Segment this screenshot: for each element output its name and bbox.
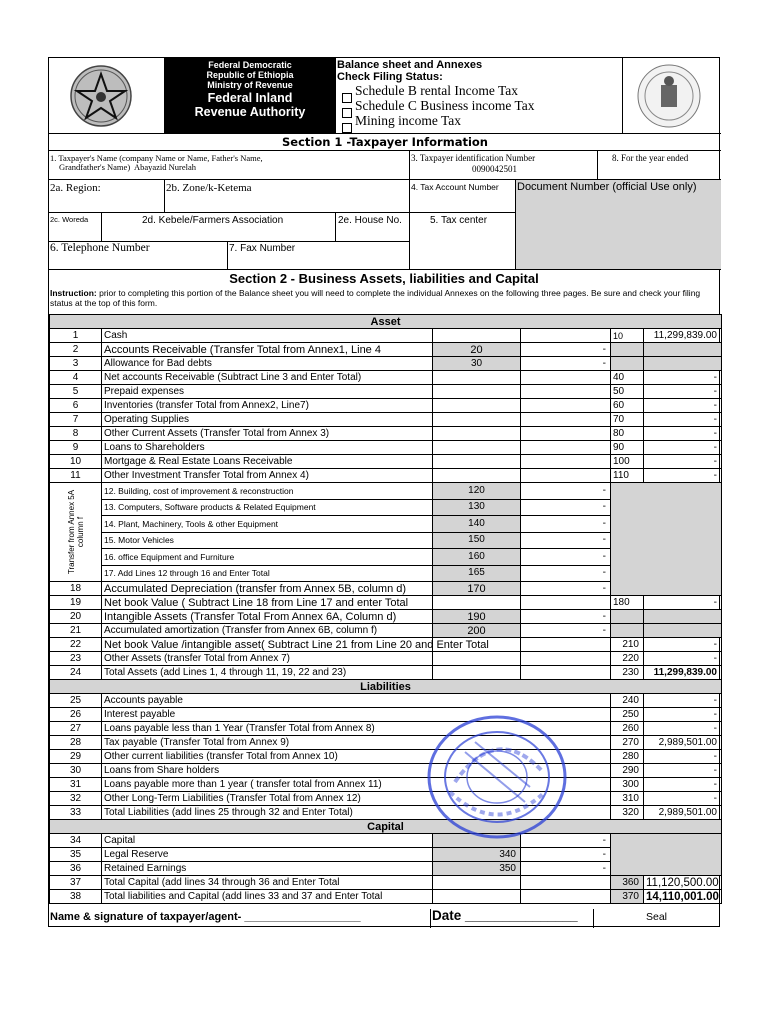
line-code: 10: [611, 329, 644, 343]
authority-name-block: [165, 58, 336, 134]
line-description: Allowance for Bad debts: [102, 357, 433, 371]
line-description: Other Assets (transfer Total from Annex 7): [102, 652, 433, 666]
line-description: Loans from Share holders: [102, 764, 611, 778]
line-value[interactable]: [644, 357, 722, 371]
line-number: 25: [50, 694, 102, 708]
line-description: 12. Building, cost of improvement & reconstruction: [102, 483, 433, 500]
line-number: 37: [50, 876, 102, 890]
line-value[interactable]: [644, 610, 722, 624]
check-filing-label: Check Filing Status:: [337, 71, 443, 83]
line-value[interactable]: -: [644, 441, 722, 455]
line-code: 360: [611, 876, 644, 890]
annex-5a-side-label: [50, 483, 102, 582]
signature-line[interactable]: Name & signature of taxpayer/agent- ___________________: [50, 911, 361, 923]
line-description: Other Current Assets (Transfer Total from Annex 3): [102, 427, 433, 441]
mid-code: [433, 834, 521, 848]
table-row: [50, 441, 722, 455]
table-row: [50, 694, 722, 708]
mid-value[interactable]: [521, 638, 611, 652]
line-number: 4: [50, 371, 102, 385]
mid-value[interactable]: [521, 413, 611, 427]
mid-code: [433, 441, 521, 455]
line-code: 290: [611, 764, 644, 778]
line-number: 9: [50, 441, 102, 455]
mining-label: Mining income Tax: [355, 113, 462, 128]
mid-code: [433, 371, 521, 385]
line-value[interactable]: -: [644, 469, 722, 483]
line-description: Accumulated Depreciation (transfer from Annex 5B, column d): [102, 582, 433, 596]
table-row: [50, 764, 722, 778]
fax-label: 7. Fax Number: [229, 243, 296, 254]
line-number: 22: [50, 638, 102, 652]
mid-value[interactable]: -: [521, 582, 611, 596]
mid-code: 20: [433, 343, 521, 357]
line-value[interactable]: -: [644, 371, 722, 385]
mid-value[interactable]: [521, 652, 611, 666]
mid-code: [433, 427, 521, 441]
taxpayer-name-label: 1. Taxpayer's Name (company Name or Name, Father's Name,: [50, 153, 263, 163]
table-row: [50, 371, 722, 385]
line-code: 70: [611, 413, 644, 427]
line-number: 6: [50, 399, 102, 413]
mid-value[interactable]: -: [521, 343, 611, 357]
line-value[interactable]: 11,299,839.00: [644, 666, 722, 680]
liabilities-header-cell: Liabilities: [50, 680, 722, 694]
table-row: [50, 792, 722, 806]
table-row: [50, 890, 722, 904]
table-row: [50, 666, 722, 680]
line-description: Loans to Shareholders: [102, 441, 433, 455]
line-value[interactable]: 2,989,501.00: [644, 736, 722, 750]
mid-value[interactable]: [521, 469, 611, 483]
line-description: Legal Reserve: [102, 848, 433, 862]
table-row: [50, 483, 722, 500]
line-value[interactable]: -: [644, 750, 722, 764]
taxpayer-name-field[interactable]: [49, 151, 410, 180]
mid-value[interactable]: -: [521, 624, 611, 638]
line-number: 31: [50, 778, 102, 792]
line-number: 29: [50, 750, 102, 764]
line-code: [611, 343, 644, 357]
line-description: Total Capital (add lines 34 through 36 and Enter Total: [102, 876, 433, 890]
line-value[interactable]: 11,120,500.00: [644, 876, 722, 890]
line-number: 3: [50, 357, 102, 371]
mid-code: [433, 413, 521, 427]
line-value[interactable]: 2,989,501.00: [644, 806, 722, 820]
line-code: 270: [611, 736, 644, 750]
table-row: [50, 427, 722, 441]
mid-code: [433, 469, 521, 483]
mid-code: 350: [433, 862, 521, 876]
mid-value[interactable]: [521, 371, 611, 385]
mid-value[interactable]: [521, 329, 611, 343]
mid-value[interactable]: [521, 385, 611, 399]
line-code: 320: [611, 806, 644, 820]
form-title: Balance sheet and Annexes: [337, 59, 483, 71]
line-code: 300: [611, 778, 644, 792]
line-code: 280: [611, 750, 644, 764]
line-value[interactable]: -: [644, 638, 722, 652]
mid-value: [521, 890, 611, 904]
line-code: 260: [611, 722, 644, 736]
line-code: 310: [611, 792, 644, 806]
line-number: 21: [50, 624, 102, 638]
woreda-field[interactable]: [49, 213, 102, 242]
mid-value[interactable]: -: [521, 357, 611, 371]
line-description: Intangible Assets (Transfer Total From Annex 6A, Column d): [102, 610, 433, 624]
line-number: 38: [50, 890, 102, 904]
table-row: [50, 750, 722, 764]
line-number: 26: [50, 708, 102, 722]
line-number: 27: [50, 722, 102, 736]
table-row: [50, 399, 722, 413]
line-number: 35: [50, 848, 102, 862]
kebele-label: 2d. Kebele/Farmers Association: [142, 215, 284, 226]
line-number: 24: [50, 666, 102, 680]
line-code: 50: [611, 385, 644, 399]
line-code: 40: [611, 371, 644, 385]
instruction-body: prior to completing this portion of the Balance sheet you will need to complete the individual Annexes on the following three pages. Be sure and check your filing status at the top of this form.: [50, 288, 701, 308]
line-number: 30: [50, 764, 102, 778]
balance-table: [49, 314, 722, 904]
line-number: 36: [50, 862, 102, 876]
line-description: Capital: [102, 834, 433, 848]
line-number: 11: [50, 469, 102, 483]
authority-name-2: Revenue Authority: [194, 105, 306, 119]
capital-header: [50, 820, 722, 834]
mid-code: [433, 329, 521, 343]
line-value[interactable]: -: [644, 764, 722, 778]
line-number: 20: [50, 610, 102, 624]
line-value[interactable]: -: [644, 399, 722, 413]
tax-account-field[interactable]: [410, 180, 516, 213]
mid-value: [521, 876, 611, 890]
mid-value[interactable]: [521, 596, 611, 610]
line-value[interactable]: -: [644, 455, 722, 469]
asset-header-cell: Asset: [50, 315, 722, 329]
table-row: [50, 876, 722, 890]
table-row: [50, 834, 722, 848]
line-description: Accounts Receivable (Transfer Total from Annex1, Line 4: [102, 343, 433, 357]
erca-logo-icon: [636, 63, 702, 129]
table-row: [50, 778, 722, 792]
line-description: Accumulated amortization (Transfer from Annex 6B, column f): [102, 624, 433, 638]
line-description: 13. Computers, Software products & Related Equipment: [102, 499, 433, 516]
line-number: 7: [50, 413, 102, 427]
line-description: Loans payable more than 1 year ( transfer total from Annex 11): [102, 778, 611, 792]
line-number: 23: [50, 652, 102, 666]
table-row: [50, 343, 722, 357]
line-description: Other current liabilities (transfer Total from Annex 10): [102, 750, 611, 764]
mid-code: [433, 455, 521, 469]
kebele-field[interactable]: [102, 213, 336, 242]
year-ended-label: 8. For the year ended: [612, 153, 689, 163]
authority-line-2: Republic of Ethiopia: [206, 70, 294, 80]
document-number-label: Document Number (official Use only): [517, 181, 697, 193]
mid-code: 140: [433, 516, 521, 533]
mid-value[interactable]: -: [521, 610, 611, 624]
tax-account-label: 4. Tax Account Number: [411, 182, 499, 192]
seal-label: Seal: [646, 911, 668, 923]
schedule-c-label: Schedule C Business income Tax: [355, 98, 535, 113]
region-field[interactable]: [49, 180, 165, 213]
line-code: 250: [611, 708, 644, 722]
line-value[interactable]: 14,110,001.00: [644, 890, 722, 904]
mid-code: [433, 890, 521, 904]
line-description: Net book Value /intangible asset( Subtract Line 21 from Line 20 and Enter Total: [102, 638, 433, 652]
table-row: [50, 385, 722, 399]
line-value[interactable]: -: [644, 427, 722, 441]
capital-header-cell: Capital: [50, 820, 722, 834]
ethiopia-emblem-icon: [66, 64, 136, 128]
mid-value[interactable]: [521, 455, 611, 469]
line-number: 18: [50, 582, 102, 596]
telephone-field[interactable]: [49, 242, 228, 270]
balance-sheet-form: [48, 57, 720, 927]
table-row: [50, 469, 722, 483]
line-description: Cash: [102, 329, 433, 343]
table-row: [50, 329, 722, 343]
woreda-label: 2c. Woreda: [50, 215, 89, 224]
mid-code: 160: [433, 549, 521, 566]
mid-code: 200: [433, 624, 521, 638]
mid-value[interactable]: -: [521, 516, 611, 533]
line-value[interactable]: -: [644, 778, 722, 792]
line-value[interactable]: [644, 624, 722, 638]
line-number: 2: [50, 343, 102, 357]
line-code: [611, 624, 644, 638]
authority-line-3: Ministry of Revenue: [207, 80, 293, 90]
line-description: 15. Motor Vehicles: [102, 532, 433, 549]
house-no-field[interactable]: [336, 213, 410, 242]
line-value[interactable]: -: [644, 413, 722, 427]
house-no-label: 2e. House No.: [338, 215, 402, 226]
line-code: 110: [611, 469, 644, 483]
mid-code: 170: [433, 582, 521, 596]
line-value[interactable]: -: [644, 792, 722, 806]
mid-value[interactable]: -: [521, 532, 611, 549]
gray-block: [611, 483, 722, 596]
mid-value[interactable]: [521, 427, 611, 441]
table-row: [50, 638, 722, 652]
line-code: 220: [611, 652, 644, 666]
table-row: [50, 596, 722, 610]
mining-checkbox[interactable]: [342, 123, 352, 133]
table-row: [50, 624, 722, 638]
line-description: Total Assets (add Lines 1, 4 through 11, 19, 22 and 23): [102, 666, 433, 680]
line-number: 33: [50, 806, 102, 820]
authority-name-1: Federal Inland: [207, 91, 293, 105]
mid-value[interactable]: -: [521, 848, 611, 862]
line-description: Other Long-Term Liabilities (Transfer Total from Annex 12): [102, 792, 611, 806]
line-description: Total Liabilities (add lines 25 through 32 and Enter Total): [102, 806, 611, 820]
mid-code: 150: [433, 532, 521, 549]
mid-value[interactable]: -: [521, 499, 611, 516]
line-description: Loans payable less than 1 Year (Transfer Total from Annex 8): [102, 722, 611, 736]
table-row: [50, 722, 722, 736]
line-number: 32: [50, 792, 102, 806]
line-value[interactable]: -: [644, 722, 722, 736]
line-number: 19: [50, 596, 102, 610]
line-number: 28: [50, 736, 102, 750]
line-description: Interest payable: [102, 708, 611, 722]
tin-field[interactable]: [410, 151, 598, 180]
fax-field[interactable]: [228, 242, 410, 270]
line-code: [611, 610, 644, 624]
schedule-c-option[interactable]: [342, 98, 535, 113]
line-description: Accounts payable: [102, 694, 611, 708]
mid-code: [433, 666, 521, 680]
filing-status-block: [336, 58, 623, 134]
tax-center-label: 5. Tax center: [430, 215, 488, 226]
line-code: 100: [611, 455, 644, 469]
table-row: [50, 610, 722, 624]
taxpayer-name-value: Abayazid Nurelah: [133, 162, 197, 172]
line-description: Retained Earnings: [102, 862, 433, 876]
mid-code: 340: [433, 848, 521, 862]
emblem-cell: [49, 58, 165, 134]
line-number: 5: [50, 385, 102, 399]
year-ended-field[interactable]: [598, 151, 721, 180]
line-code: 60: [611, 399, 644, 413]
table-row: [50, 806, 722, 820]
telephone-label: 6. Telephone Number: [50, 242, 150, 254]
footer-divider-2: [593, 909, 594, 928]
section2-title: Section 2 - Business Assets, liabilities and Capital: [229, 271, 539, 286]
line-value[interactable]: -: [644, 694, 722, 708]
mid-code: 190: [433, 610, 521, 624]
line-number: 34: [50, 834, 102, 848]
line-number: 10: [50, 455, 102, 469]
mid-code: [433, 385, 521, 399]
line-description: 17. Add Lines 12 through 16 and Enter Total: [102, 565, 433, 582]
zone-field[interactable]: [165, 180, 410, 213]
line-description: 14. Plant, Machinery, Tools & other Equipment: [102, 516, 433, 533]
line-description: Total liabilities and Capital (add lines 33 and 37 and Enter Total: [102, 890, 433, 904]
line-number: 1: [50, 329, 102, 343]
authority-line-1: Federal Democratic: [208, 60, 292, 70]
line-code: 180: [611, 596, 644, 610]
mid-code: [433, 596, 521, 610]
line-code: 240: [611, 694, 644, 708]
liabilities-header: [50, 680, 722, 694]
instruction-label: Instruction:: [50, 288, 97, 298]
section1-title: Section 1 -Taxpayer Information: [49, 134, 721, 151]
schedule-b-option[interactable]: [342, 83, 518, 98]
line-description: Operating Supplies: [102, 413, 433, 427]
line-description: Net book Value ( Subtract Line 18 from Line 17 and enter Total: [102, 596, 433, 610]
line-code: 370: [611, 890, 644, 904]
line-description: Prepaid expenses: [102, 385, 433, 399]
mid-value[interactable]: -: [521, 834, 611, 848]
annex-5a-side-text: Transfer from Annex 5A column f: [67, 489, 85, 575]
line-value[interactable]: -: [644, 652, 722, 666]
table-row: [50, 413, 722, 427]
footer-divider-1: [430, 909, 431, 928]
line-description: Tax payable (Transfer Total from Annex 9): [102, 736, 611, 750]
line-value[interactable]: [644, 343, 722, 357]
document-number-box: [516, 180, 721, 270]
mid-code: 30: [433, 357, 521, 371]
line-description: Net accounts Receivable (Subtract Line 3 and Enter Total): [102, 371, 433, 385]
line-description: 16. office Equipment and Furniture: [102, 549, 433, 566]
tin-value: 0090042501: [472, 164, 517, 174]
line-value[interactable]: -: [644, 385, 722, 399]
tin-label: 3. Taxpayer identification Number: [411, 153, 536, 163]
mid-value[interactable]: [521, 666, 611, 680]
mid-code: [433, 399, 521, 413]
line-description: Mortgage & Real Estate Loans Receivable: [102, 455, 433, 469]
line-code: 210: [611, 638, 644, 652]
taxpayer-name-label-2: Grandfather's Name): [59, 162, 131, 172]
mid-value[interactable]: [521, 399, 611, 413]
line-description: Inventories (transfer Total from Annex2, Line7): [102, 399, 433, 413]
line-code: [611, 357, 644, 371]
region-label: 2a. Region:: [50, 182, 101, 194]
table-row: [50, 736, 722, 750]
mid-code: 165: [433, 565, 521, 582]
date-line[interactable]: Date _______________: [432, 908, 578, 923]
line-number: 8: [50, 427, 102, 441]
schedule-b-label: Schedule B rental Income Tax: [355, 83, 519, 98]
mid-value[interactable]: -: [521, 862, 611, 876]
gray-block: [611, 834, 722, 876]
mid-value[interactable]: -: [521, 549, 611, 566]
table-row: [50, 652, 722, 666]
instruction-text: [50, 288, 718, 308]
mid-code: 120: [433, 483, 521, 500]
table-row: [50, 455, 722, 469]
erca-logo-cell: [623, 58, 721, 134]
mid-code: 130: [433, 499, 521, 516]
mining-option[interactable]: [342, 113, 461, 128]
zone-label: 2b. Zone/k-Ketema: [166, 182, 252, 194]
line-code: 90: [611, 441, 644, 455]
mid-value[interactable]: -: [521, 483, 611, 500]
table-row: [50, 708, 722, 722]
line-value[interactable]: 11,299,839.00: [644, 329, 722, 343]
mid-code: [433, 652, 521, 666]
tax-center-field[interactable]: [410, 213, 516, 270]
table-row: [50, 357, 722, 371]
line-code: 80: [611, 427, 644, 441]
line-code: 230: [611, 666, 644, 680]
mid-value[interactable]: [521, 441, 611, 455]
mid-value[interactable]: -: [521, 565, 611, 582]
line-value[interactable]: -: [644, 708, 722, 722]
mid-code: [433, 876, 521, 890]
line-description: Other Investment Transfer Total from Annex 4): [102, 469, 433, 483]
asset-header: [50, 315, 722, 329]
line-value[interactable]: -: [644, 596, 722, 610]
